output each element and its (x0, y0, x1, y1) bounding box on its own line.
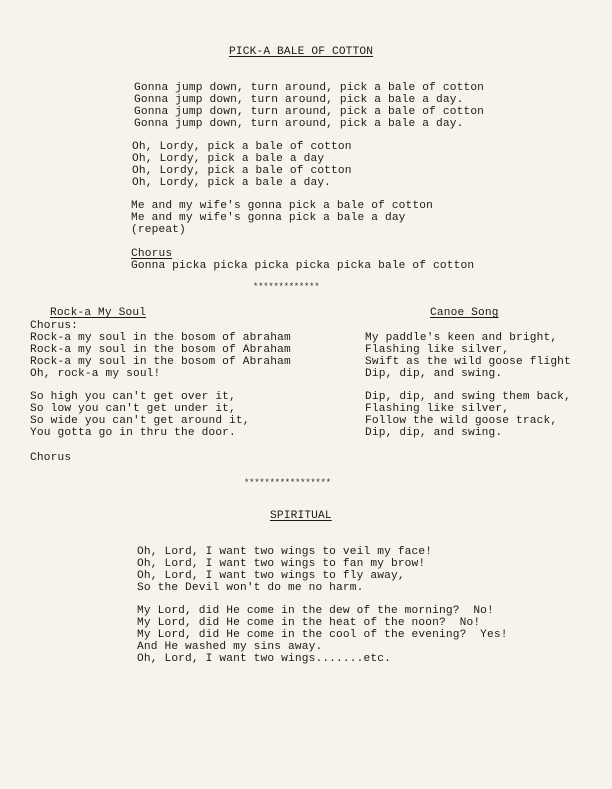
lyric-line: So high you can't get over it, (30, 391, 236, 403)
lyric-line: You gotta go in thru the door. (30, 427, 236, 439)
lyric-line: Oh, Lordy, pick a bale a day (132, 153, 325, 165)
separator-asterisks: ************* (253, 282, 320, 292)
lyric-line: Rock-a my soul in the bosom of abraham (30, 332, 291, 344)
lyric-line: My paddle's keen and bright, (365, 332, 558, 344)
lyric-line: My Lord, did He come in the cool of the evening? Yes! (137, 629, 508, 641)
lyric-line: Oh, Lord, I want two wings to fly away, (137, 570, 405, 582)
lyric-line: Dip, dip, and swing. (365, 368, 503, 380)
lyric-line: Flashing like silver, (365, 403, 510, 415)
lyric-line: Flashing like silver, (365, 344, 510, 356)
spiritual-title: SPIRITUAL (270, 510, 332, 522)
lyric-line: Dip, dip, and swing. (365, 427, 503, 439)
rock-a-my-soul-title: Rock-a My Soul (50, 307, 147, 319)
lyric-line: So low you can't get under it, (30, 403, 236, 415)
lyric-line: Oh, Lordy, pick a bale of cotton (132, 165, 352, 177)
lyric-line: Gonna jump down, turn around, pick a bale of cotton (134, 106, 485, 118)
lyric-line: So wide you can't get around it, (30, 415, 250, 427)
canoe-song-title: Canoe Song (430, 307, 499, 319)
lyric-line: (repeat) (131, 224, 186, 236)
page-title: PICK-A BALE OF COTTON (229, 46, 374, 58)
separator-asterisks: ***************** (244, 478, 331, 488)
lyric-line: Me and my wife's gonna pick a bale of cotton (131, 200, 433, 212)
lyric-line: My Lord, did He come in the heat of the noon? No! (137, 617, 481, 629)
lyric-line: Oh, Lord, I want two wings to veil my face! (137, 546, 433, 558)
lyric-line: Rock-a my soul in the bosom of Abraham (30, 356, 291, 368)
lyric-line: Rock-a my soul in the bosom of Abraham (30, 344, 291, 356)
lyric-line: And He washed my sins away. (137, 641, 323, 653)
lyric-line: Follow the wild goose track, (365, 415, 558, 427)
lyric-line: Oh, Lord, I want two wings.......etc. (137, 653, 391, 665)
lyric-line: So the Devil won't do me no harm. (137, 582, 364, 594)
rock-chorus: Chorus (30, 452, 72, 464)
cotton-chorus-heading: Chorus (131, 248, 173, 260)
lyric-line: Oh, Lordy, pick a bale of cotton (132, 141, 352, 153)
lyric-line: Me and my wife's gonna pick a bale a day (131, 212, 406, 224)
lyric-line: Chorus: (30, 320, 79, 332)
lyric-line: Dip, dip, and swing them back, (365, 391, 571, 403)
lyric-line: Oh, Lord, I want two wings to fan my brow! (137, 558, 426, 570)
lyric-line: Swift as the wild goose flight (365, 356, 571, 368)
lyric-line: Oh, Lordy, pick a bale a day. (132, 177, 332, 189)
lyric-line: Gonna jump down, turn around, pick a bale a day. (134, 94, 464, 106)
lyric-line: Gonna jump down, turn around, pick a bale of cotton (134, 82, 485, 94)
lyric-line: Oh, rock-a my soul! (30, 368, 161, 380)
lyric-line: Gonna jump down, turn around, pick a bale a day. (134, 118, 464, 130)
lyric-line: My Lord, did He come in the dew of the morning? No! (137, 605, 494, 617)
cotton-chorus-line: Gonna picka picka picka picka picka bale of cotton (131, 260, 475, 272)
